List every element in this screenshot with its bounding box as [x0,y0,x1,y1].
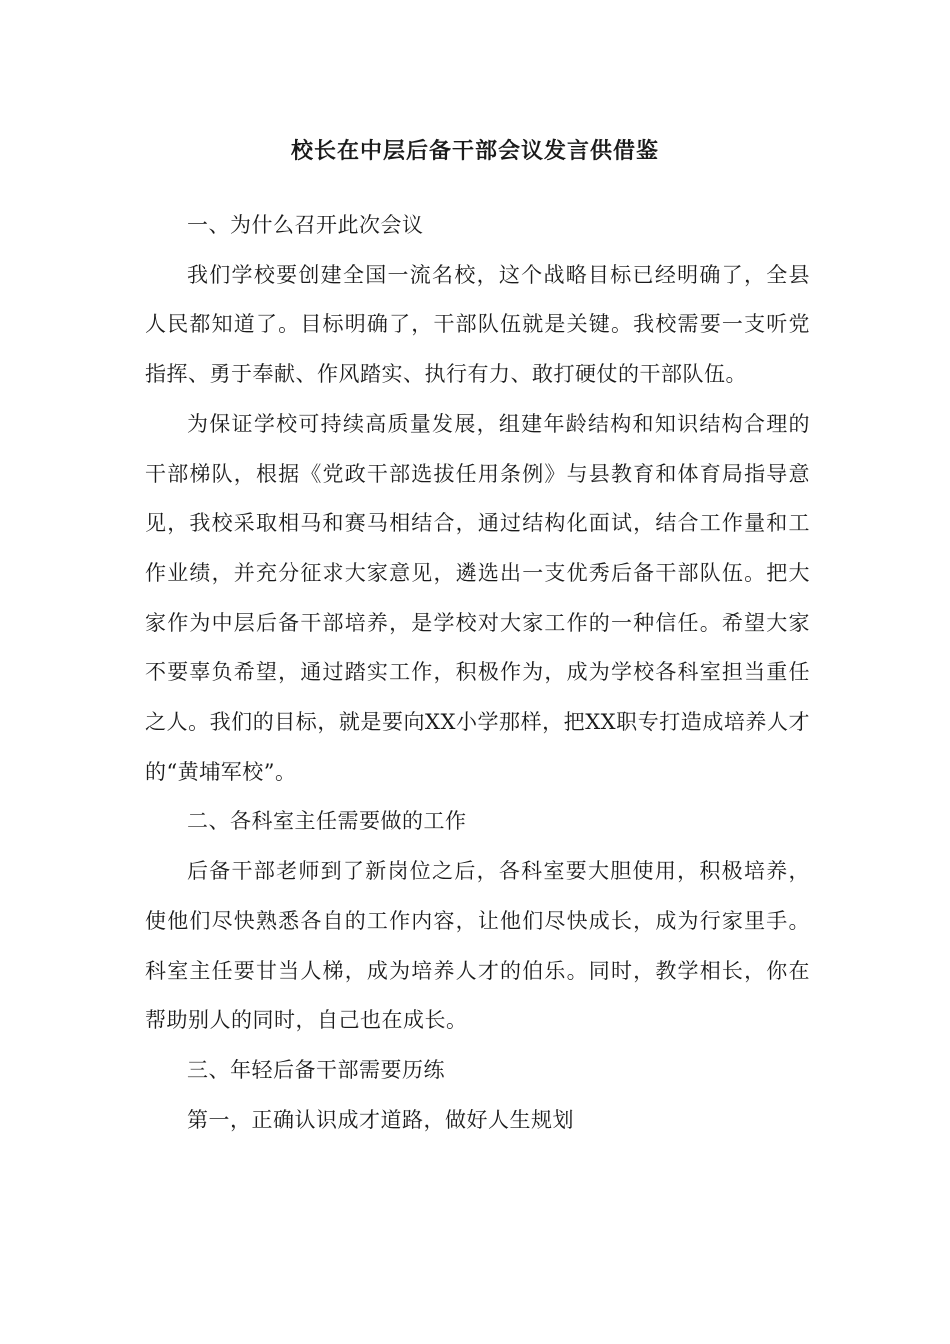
paragraph: 我们学校要创建全国一流名校，这个战略目标已经明确了，全县人民都知道了。目标明确了，干部队伍就是关键。我校需要一支听党指挥、勇于奉献、作风踏实、执行有力、敢打硬仗的干部队伍。 [145,262,810,387]
paragraph: 后备干部老师到了新岗位之后，各科室要大胆使用，积极培养，使他们尽快熟悉各自的工作内容，让他们尽快成长，成为行家里手。科室主任要甘当人梯，成为培养人才的伯乐。同时，教学相长，你在帮助别人的同时，自己也在成长。 [145,859,810,1033]
section-heading-1: 一、为什么召开此次会议 [187,213,424,237]
paragraph: 为保证学校可持续高质量发展，组建年龄结构和知识结构合理的干部梯队，根据《党政干部选拔任用条例》与县教育和体育局指导意见，我校采取相马和赛马相结合，通过结构化面试，结合工作量和工作业绩，并充分征求大家意见，遴选出一支优秀后备干部队伍。把大家作为中层后备干部培养，是学校对大家工作的一种信任。希望大家不要辜负希望，通过踏实工作，积极作为，成为学校各科室担当重任之人。我们的目标，就是要向XX小学那样，把XX职专打造成培养人才的“黄埔军校”。 [145,411,810,784]
document-body [145,201,810,1145]
section-heading-3: 三、年轻后备干部需要历练 [187,1057,445,1082]
sub-heading: 第一，正确认识成才道路，做好人生规划 [187,1107,574,1132]
section-heading-2: 二、各科室主任需要做的工作 [187,809,467,834]
document-title: 校长在中层后备干部会议发言供借鉴 [290,139,659,164]
